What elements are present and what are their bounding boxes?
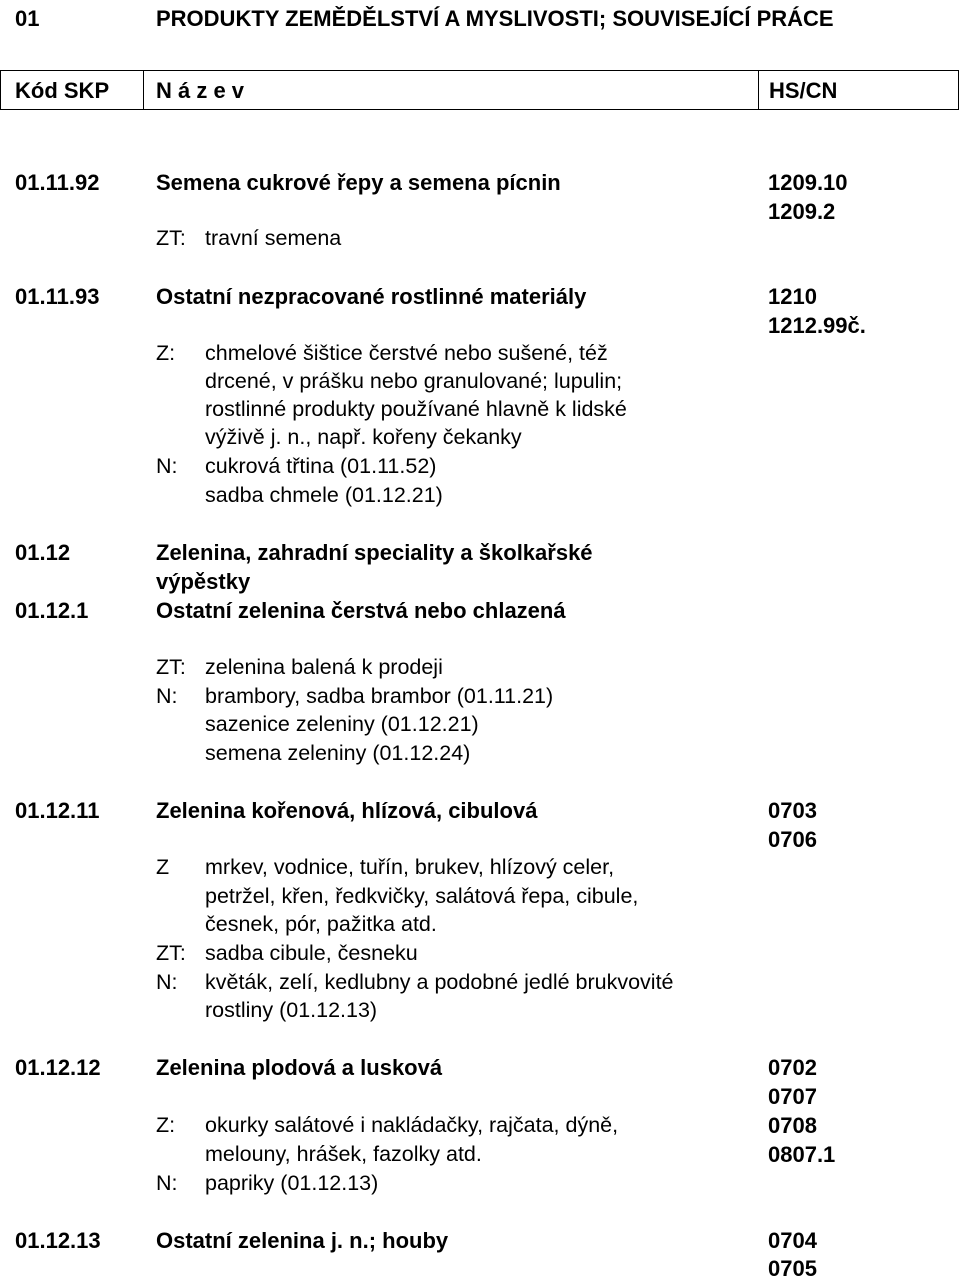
note-label: N: bbox=[156, 454, 178, 478]
note-label: N: bbox=[156, 970, 178, 994]
entry-code: 01.11.92 bbox=[15, 170, 100, 195]
entry-title: Zelenina plodová a lusková bbox=[156, 1055, 443, 1080]
entry-title: Zelenina kořenová, hlízová, cibulová bbox=[156, 798, 538, 823]
note-line: drcené, v prášku nebo granulované; lupulin; bbox=[205, 369, 623, 393]
note-line: sadba cibule, česneku bbox=[205, 941, 418, 965]
hs-code: 0703 bbox=[768, 798, 817, 823]
note-line: sazenice zeleniny (01.12.21) bbox=[205, 712, 479, 736]
hs-code: 1212.99č. bbox=[768, 313, 866, 338]
note-line: chmelové šištice čerstvé nebo sušené, též bbox=[205, 341, 608, 365]
note-label: N: bbox=[156, 684, 178, 708]
note-line: semena zeleniny (01.12.24) bbox=[205, 741, 471, 765]
note-line: petržel, křen, ředkvičky, salátová řepa, cibule, bbox=[205, 884, 639, 908]
hs-code: 0708 bbox=[768, 1113, 817, 1138]
entry-title: Ostatní zelenina j. n.; houby bbox=[156, 1228, 449, 1253]
note-label: ZT: bbox=[156, 941, 186, 965]
section-title: PRODUKTY ZEMĚDĚLSTVÍ A MYSLIVOSTI; SOUVISEJÍCÍ PRÁCE bbox=[156, 6, 834, 31]
column-header bbox=[0, 70, 959, 110]
section-code: 01 bbox=[15, 6, 40, 31]
entry-code: 01.12.12 bbox=[15, 1055, 101, 1080]
note-line: zelenina balená k prodeji bbox=[205, 655, 443, 679]
hs-code: 0707 bbox=[768, 1084, 817, 1109]
hs-code: 1209.2 bbox=[768, 199, 836, 224]
note-line: cukrová třtina (01.11.52) bbox=[205, 454, 437, 478]
entry-title: Ostatní zelenina čerstvá nebo chlazená bbox=[156, 598, 566, 623]
entry-title: výpěstky bbox=[156, 569, 251, 594]
header-code: Kód SKP bbox=[15, 78, 110, 103]
note-line: rostlinné produkty používané hlavně k lidské bbox=[205, 397, 627, 421]
header-divider bbox=[758, 71, 759, 109]
note-label: Z: bbox=[156, 1113, 176, 1137]
hs-code: 0702 bbox=[768, 1055, 817, 1080]
note-line: melouny, hrášek, fazolky atd. bbox=[205, 1142, 482, 1166]
note-line: okurky salátové i nakládačky, rajčata, dýně, bbox=[205, 1113, 619, 1137]
note-line: sadba chmele (01.12.21) bbox=[205, 483, 443, 507]
header-name: N á z e v bbox=[156, 78, 245, 103]
entry-title: Zelenina, zahradní speciality a školkařské bbox=[156, 540, 593, 565]
hs-code: 0704 bbox=[768, 1228, 817, 1253]
note-label: Z: bbox=[156, 341, 176, 365]
note-line: travní semena bbox=[205, 226, 342, 250]
note-label: Z bbox=[156, 855, 170, 879]
note-line: mrkev, vodnice, tuřín, brukev, hlízový celer, bbox=[205, 855, 615, 879]
entry-code: 01.12 bbox=[15, 540, 71, 565]
hs-code: 0807.1 bbox=[768, 1142, 836, 1167]
note-line: papriky (01.12.13) bbox=[205, 1171, 379, 1195]
note-line: česnek, pór, pažitka atd. bbox=[205, 912, 437, 936]
entry-code: 01.12.11 bbox=[15, 798, 100, 823]
entry-code: 01.12.1 bbox=[15, 598, 89, 623]
hs-code: 1210 bbox=[768, 284, 817, 309]
note-line: výživě j. n., např. kořeny čekanky bbox=[205, 425, 522, 449]
hs-code: 0706 bbox=[768, 827, 817, 852]
hs-code: 1209.10 bbox=[768, 170, 848, 195]
header-hs: HS/CN bbox=[769, 78, 838, 103]
entry-title: Ostatní nezpracované rostlinné materiály bbox=[156, 284, 587, 309]
note-line: rostliny (01.12.13) bbox=[205, 998, 378, 1022]
note-line: květák, zelí, kedlubny a podobné jedlé brukvovité bbox=[205, 970, 674, 994]
note-line: brambory, sadba brambor (01.11.21) bbox=[205, 684, 554, 708]
entry-title: Semena cukrové řepy a semena pícnin bbox=[156, 170, 561, 195]
note-label: N: bbox=[156, 1171, 178, 1195]
note-label: ZT: bbox=[156, 655, 186, 679]
entry-code: 01.12.13 bbox=[15, 1228, 101, 1253]
note-label: ZT: bbox=[156, 226, 186, 250]
header-divider bbox=[143, 71, 144, 109]
entry-code: 01.11.93 bbox=[15, 284, 100, 309]
hs-code: 0705 bbox=[768, 1256, 817, 1281]
